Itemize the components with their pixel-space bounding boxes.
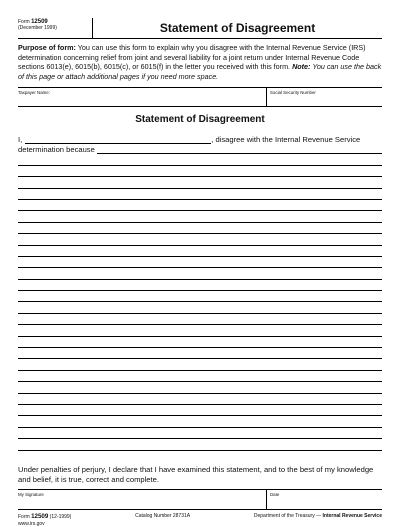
- date-field[interactable]: [267, 490, 382, 509]
- ssn-field[interactable]: [267, 88, 382, 106]
- writing-line[interactable]: [18, 154, 382, 165]
- writing-line[interactable]: [18, 223, 382, 234]
- writing-line[interactable]: [18, 166, 382, 177]
- form-number: 12509: [31, 19, 48, 25]
- writing-line[interactable]: [18, 314, 382, 325]
- signature-label: My Signature: [18, 492, 44, 498]
- purpose-section: [18, 43, 382, 88]
- writing-line[interactable]: [18, 177, 382, 188]
- writing-line[interactable]: [18, 280, 382, 291]
- form-header: [18, 18, 382, 39]
- taxpayer-name-field[interactable]: [18, 88, 267, 106]
- note-label: Note:: [292, 62, 311, 72]
- purpose-label: Purpose of form:: [18, 43, 76, 52]
- footer-dept: Department of the Treasury —: [253, 513, 322, 520]
- writing-line[interactable]: [18, 359, 382, 370]
- date-label: Date: [270, 492, 280, 498]
- footer-form-rev: (12-1999): [49, 514, 72, 521]
- statement-prefix: I,: [18, 135, 23, 145]
- signature-row: [18, 489, 382, 510]
- writing-line[interactable]: [18, 302, 382, 313]
- perjury-declaration: Under penalties of perjury, I declare that I have examined this statement, and to the best of my knowledge and belief, it is true, correct and complete.: [18, 464, 374, 484]
- statement-middle: , disagree with the Internal Revenue Service: [211, 135, 361, 145]
- footer-irs: Internal Revenue Service: [322, 513, 382, 520]
- statement-line-1: [18, 135, 382, 144]
- footer-form-number: 12509: [31, 513, 49, 521]
- writing-line[interactable]: [18, 211, 382, 222]
- purpose-text: You can use this form to explain why you disagree with the Internal Revenue Service (IRS) determination concerning relief from joint and several liability for a joint return under Internal Revenue Code sections 6013(e), 6015(b), 6015(c), or 6015(f) in the letter you received with this form.: [18, 43, 366, 72]
- writing-line[interactable]: [18, 394, 382, 405]
- footer-form-label: Form: [18, 514, 30, 521]
- writing-line[interactable]: [18, 439, 382, 450]
- writing-line[interactable]: [18, 268, 382, 279]
- writing-line[interactable]: [18, 405, 382, 416]
- form-footer: [18, 513, 382, 520]
- signature-field[interactable]: [18, 490, 267, 509]
- writing-line[interactable]: [18, 234, 382, 245]
- taxpayer-name-label: Taxpayer Name:: [18, 90, 50, 96]
- writing-line[interactable]: [18, 200, 382, 211]
- writing-line[interactable]: [18, 428, 382, 439]
- writing-line[interactable]: [18, 337, 382, 348]
- writing-line[interactable]: [18, 325, 382, 336]
- footer-website: www.irs.gov: [18, 521, 45, 527]
- writing-line[interactable]: [18, 257, 382, 268]
- note-text: You can use the back of this page or attach additional pages if you need more space.: [18, 62, 382, 81]
- section-title: Statement of Disagreement: [135, 114, 265, 126]
- form-id-box: [18, 18, 93, 38]
- statement-line2-text: determination because: [18, 145, 95, 155]
- writing-line[interactable]: [18, 189, 382, 200]
- catalog-number: Catalog Number 28731A: [135, 513, 191, 520]
- statement-line-2: [18, 145, 382, 154]
- writing-lines[interactable]: [18, 154, 382, 450]
- ssn-label: Social Security Number: [270, 90, 316, 96]
- form-date: (December 1999): [18, 25, 57, 31]
- name-blank[interactable]: [25, 136, 211, 144]
- reason-blank[interactable]: [97, 146, 382, 154]
- writing-line[interactable]: [18, 246, 382, 257]
- writing-line[interactable]: [18, 348, 382, 359]
- writing-line[interactable]: [18, 291, 382, 302]
- writing-line[interactable]: [18, 382, 382, 393]
- writing-line[interactable]: [18, 416, 382, 427]
- writing-line[interactable]: [18, 371, 382, 382]
- form-title: Statement of Disagreement: [159, 21, 316, 35]
- taxpayer-info-row: [18, 88, 382, 107]
- form-label: Form: [18, 19, 30, 25]
- form-page: [18, 18, 382, 527]
